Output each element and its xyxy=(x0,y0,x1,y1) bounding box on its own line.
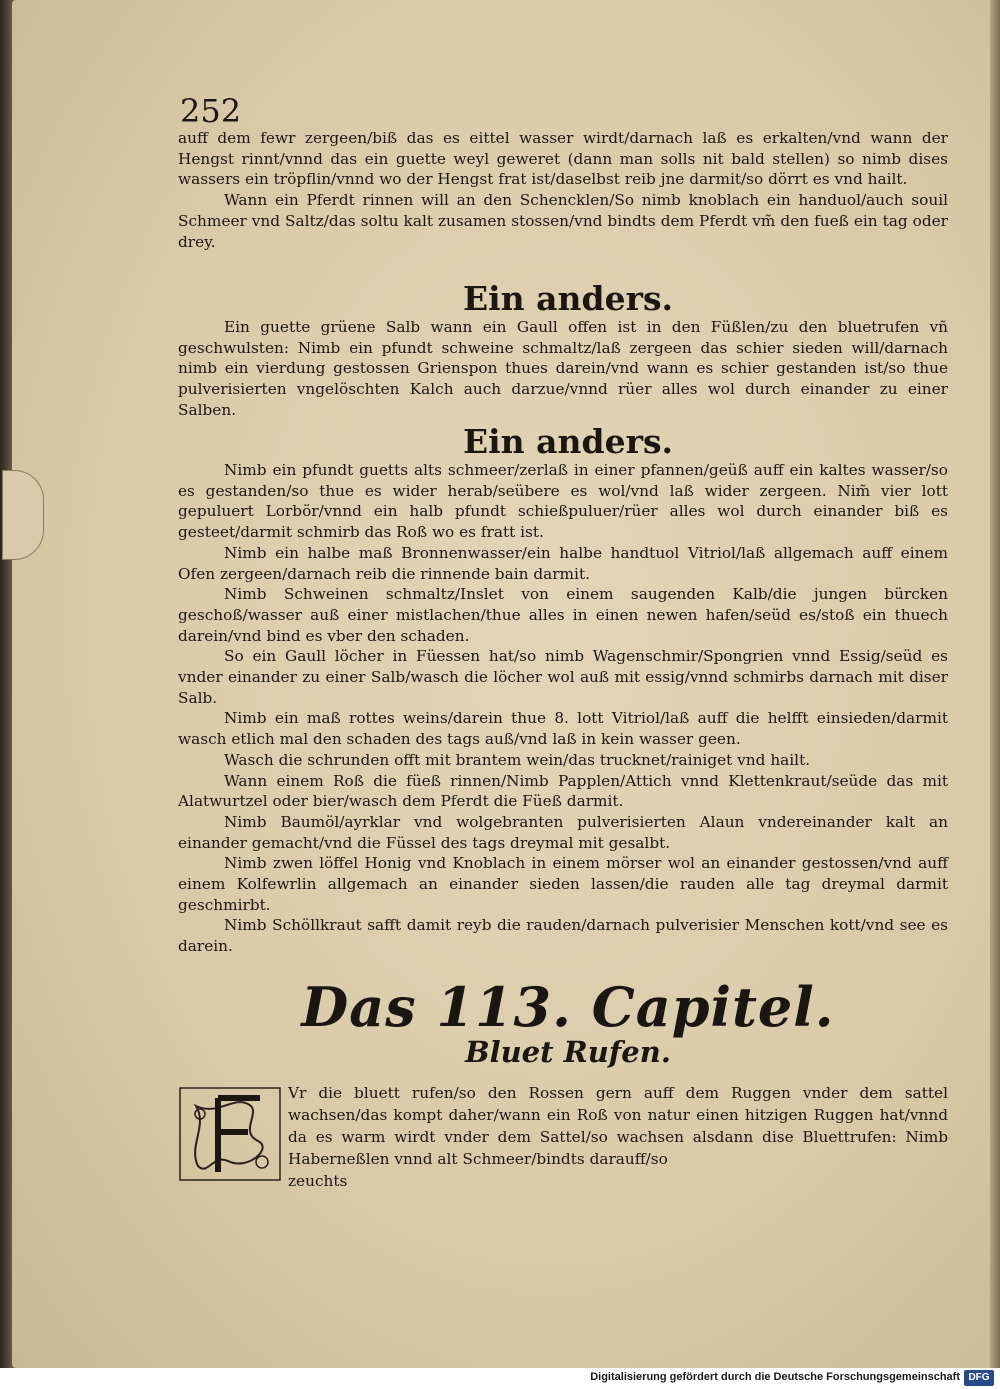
text-block-bottom xyxy=(178,460,948,957)
paragraph: Nimb ein halbe maß Bronnenwasser/ein halbe handtuol Vitriol/laß allgemach auff einem Ofen zergeen/darnach reib die rinnende bain darmit. xyxy=(178,543,948,583)
section-heading: Ein anders. xyxy=(462,422,674,461)
paragraph: Nimb ein pfundt guetts alts schmeer/zerlaß in einer pfannen/geüß auff ein kaltes wasser/so es gestanden/so thue es wider herab/seübere es wol/vnd laß wider zergeen. Nim̃ vier lott gepuluert Lorbör/vnnd ein halb pfundt schießpuluer/rüer alles wol durch einander biß es gesteet/darmit schmirb das Roß wo es fratt ist. xyxy=(178,461,948,542)
chapter-text-block xyxy=(178,1082,948,1192)
paragraph: Ein guette grüene Salb wann ein Gaull offen ist in den Füßlen/zu den bluetrufen vñ geschwulsten: Nimb ein pfundt schweine schmaltz/laß zergeen das schier sieden will/darnach nimb ein vierdung gestossen Grienspon thues darein/vnd wann es schier gestanden ist/so thue pulverisierten vngelöschten Kalch auch darzue/vnnd rüer alles wol durch einander zu einer Salben. xyxy=(178,318,948,419)
paragraph: Nimb ein maß rottes weins/darein thue 8. lott Vitriol/laß auff die helfft einsieden/darmit wasch etlich mal den schaden des tags auß/vnd laß in kein wasser geen. xyxy=(178,709,948,749)
paragraph: Nimb Schweinen schmaltz/Inslet von einem saugenden Kalb/die jungen bürcken geschoß/wasser auß einer mistlachen/thue alles in einen newen hafen/seüd es/stoß ein thuech darein/vnd bind es vber den schaden. xyxy=(178,585,948,645)
catchword: zeuchts xyxy=(288,1172,348,1190)
text-block-top xyxy=(178,128,948,252)
funding-credit: Digitalisierung gefördert durch die Deutsche Forschungsgemeinschaft xyxy=(590,1371,960,1383)
paragraph: Wasch die schrunden offt mit brantem wein/das trucknet/rainiget vnd hailt. xyxy=(224,750,811,769)
paragraph: Nimb Baumöl/ayrklar vnd wolgebranten pulverisierten Alaun vndereinander kalt an einander gemacht/vnd die Füssel des tags dreymal mit gesalbt. xyxy=(178,812,948,852)
paragraph: auff dem fewr zergeen/biß das es eittel wasser wirdt/darnach laß es erkalten/vnd wann der Hengst rinnt/vnnd das ein guette weyl geweret (dann man solls nit bald stellen) so nimb dises wassers ein tröpflin/vnnd wo der Hengst frat ist/daselbst reib jne darmit/so dörrt es vnd hailt. xyxy=(178,129,948,189)
paragraph: Nimb zwen löffel Honig vnd Knoblach in einem mörser wol an einander gestossen/vnd auff einem Kolfewrlin allgemach an einander sieden lassen/die rauden alle tag dreymal darmit geschmirbt. xyxy=(178,854,948,914)
binding-clip xyxy=(2,470,44,560)
page-stack-edge xyxy=(990,0,1000,1368)
chapter-heading: Das 113. Capitel. xyxy=(301,975,835,1039)
chapter-subheading: Bluet Rufen. xyxy=(465,1035,671,1069)
paragraph: Nimb Schöllkraut safft damit reyb die rauden/darnach pulverisier Menschen kott/vnd see es darein. xyxy=(178,916,948,956)
footer-bar xyxy=(0,1368,1000,1389)
text-block-middle xyxy=(178,317,948,421)
decorated-initial-f-icon xyxy=(178,1086,282,1182)
chapter-paragraph: Vr die bluett rufen/so den Rossen gern auff dem Ruggen vnder dem sattel wachsen/das kompt daher/wann ein Roß von natur einen hitzigen Ruggen hat/vnnd da es warm wirdt vnder dem Sattel/so wachsen alsdann dise Bluettrufen: Nimb Haberneßlen vnnd alt Schmeer/bindts darauff/so xyxy=(288,1084,948,1168)
paragraph: Wann ein Pferdt rinnen will an den Schencklen/So nimb knoblach ein handuol/auch souil Schmeer vnd Saltz/das soltu kalt zusamen stossen/vnd bindts dem Pferdt vm̃ den fueß ein tag oder drey. xyxy=(178,191,948,251)
dfg-logo-icon: DFG xyxy=(964,1370,994,1386)
section-heading: Ein anders. xyxy=(462,279,674,318)
paragraph: Wann einem Roß die füeß rinnen/Nimb Papplen/Attich vnnd Klettenkraut/seüde das mit Alatwurtzel oder bier/wasch dem Pferdt die Füeß darmit. xyxy=(178,771,948,811)
paragraph: So ein Gaull löcher in Füessen hat/so nimb Wagenschmir/Spongrien vnnd Essig/seüd es vnder einander zu einer Salb/wasch die löcher wol auß mit essig/vnnd schmirbs darnach mit diser Salb. xyxy=(178,647,948,707)
page-number: 252 xyxy=(180,92,242,130)
